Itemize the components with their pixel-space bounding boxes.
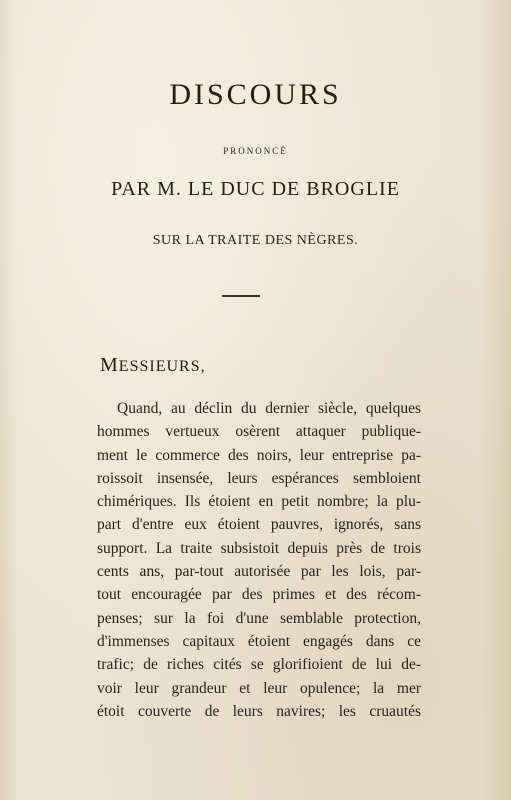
salutation-rest: ESSIEURS, xyxy=(118,358,206,375)
page-title: DISCOURS xyxy=(169,78,342,111)
text-line: roissoit insensée, leurs espérances sembloient xyxy=(97,469,421,487)
text-line: support. La traite subsistoit depuis près de trois xyxy=(97,539,421,557)
salutation xyxy=(100,354,206,377)
text-line: étoit couverte de leurs navires; les cruautés xyxy=(97,702,421,720)
text-line: cents ans, par-tout autorisée par les lois, par- xyxy=(97,563,421,581)
text-line: Quand, au déclin du dernier siècle, quelques xyxy=(117,400,421,417)
salutation-initial: M xyxy=(100,354,119,376)
text-line: penses; sur la foi d'une semblable protection, xyxy=(97,609,421,627)
body-paragraph xyxy=(97,397,421,723)
text-line: hommes vertueux osèrent attaquer publique- xyxy=(97,423,421,441)
prononce-label: PRONONCÉ xyxy=(223,146,288,156)
text-line: tout encouragée par des primes et des récom- xyxy=(97,586,421,604)
topic-line: SUR LA TRAITE DES NÈGRES. xyxy=(152,233,359,248)
text-line: ment le commerce des noirs, leur entreprise pa- xyxy=(97,446,421,464)
author-line: PAR M. LE DUC DE BROGLIE xyxy=(111,178,400,200)
text-line: trafic; de riches cités se glorifioient de lui de- xyxy=(97,656,421,674)
section-divider xyxy=(222,295,260,297)
text-line: d'immenses capitaux étoient engagés dans ce xyxy=(97,632,421,650)
text-line: voir leur grandeur et leur opulence; la mer xyxy=(97,679,421,697)
text-line: part d'entre eux étoient pauvres, ignorés, sans xyxy=(97,516,421,534)
text-line: chimériques. Ils étoient en petit nombre; la plu- xyxy=(97,493,421,511)
